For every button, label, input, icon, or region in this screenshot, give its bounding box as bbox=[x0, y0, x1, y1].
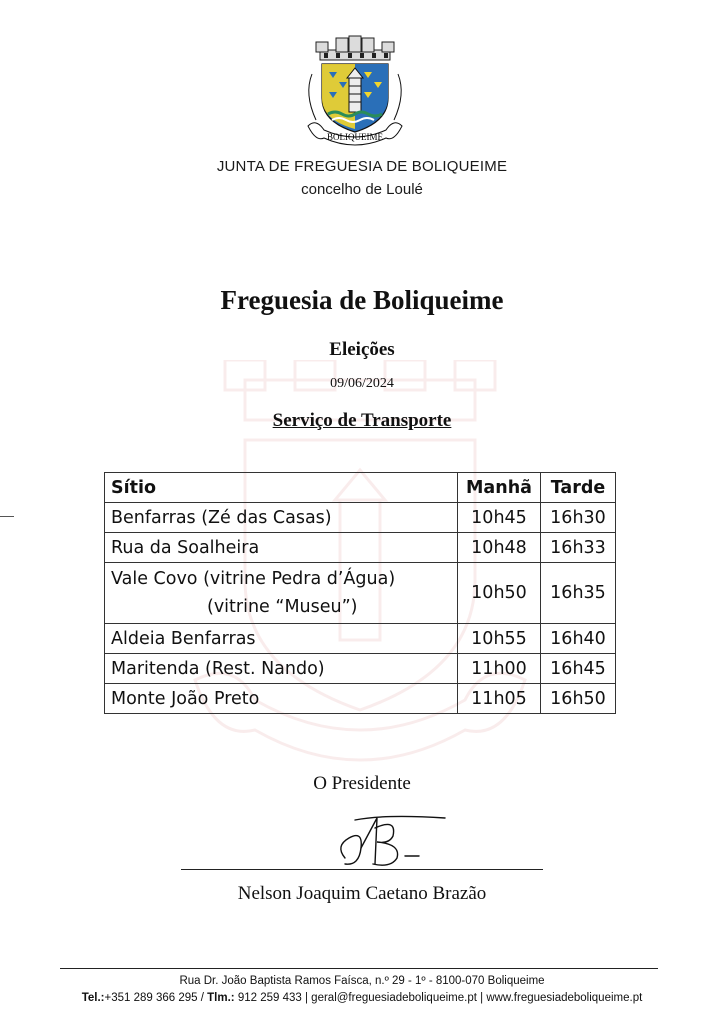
website-url: www.freguesiadeboliqueime.pt bbox=[486, 992, 643, 1004]
coat-of-arms-logo bbox=[302, 34, 408, 148]
place-line-1: Vale Covo (vitrine Pedra d’Água) bbox=[111, 569, 396, 589]
place-cell: Benfarras (Zé das Casas) bbox=[105, 503, 458, 533]
document-title: Freguesia de Boliqueime bbox=[220, 285, 504, 315]
organization-name: JUNTA DE FREGUESIA DE BOLIQUEIME bbox=[216, 158, 508, 175]
place-cell: Rua da Soalheira bbox=[105, 533, 458, 563]
afternoon-time-cell: 16h45 bbox=[541, 654, 616, 684]
footer-contacts bbox=[0, 992, 724, 1004]
afternoon-time-cell: 16h30 bbox=[541, 503, 616, 533]
footer-divider bbox=[60, 968, 658, 969]
signature-line bbox=[181, 869, 543, 870]
scan-margin-mark bbox=[0, 516, 14, 517]
column-header-afternoon: Tarde bbox=[541, 473, 616, 503]
table-row bbox=[105, 563, 616, 624]
morning-time-cell: 11h00 bbox=[458, 654, 541, 684]
email-address: geral@freguesiadeboliqueime.pt | bbox=[311, 992, 484, 1004]
morning-time-cell: 10h50 bbox=[458, 563, 541, 624]
place-cell: Maritenda (Rest. Nando) bbox=[105, 654, 458, 684]
table-header-row bbox=[105, 473, 616, 503]
mobile-label: Tlm.: bbox=[207, 992, 235, 1004]
mobile-number: 912 259 433 | bbox=[237, 992, 308, 1004]
footer-address: Rua Dr. João Baptista Ramos Faísca, n.º 29 - 1º - 8100-070 Boliqueime bbox=[179, 975, 545, 987]
table-row bbox=[105, 684, 616, 714]
municipality-name: concelho de Loulé bbox=[301, 181, 423, 198]
afternoon-time-cell: 16h33 bbox=[541, 533, 616, 563]
handwritten-signature bbox=[315, 808, 455, 872]
table-row bbox=[105, 624, 616, 654]
afternoon-time-cell: 16h50 bbox=[541, 684, 616, 714]
morning-time-cell: 11h05 bbox=[458, 684, 541, 714]
place-cell: Aldeia Benfarras bbox=[105, 624, 458, 654]
morning-time-cell: 10h55 bbox=[458, 624, 541, 654]
document-subtitle: Eleições bbox=[329, 339, 395, 360]
document-date: 09/06/2024 bbox=[330, 376, 394, 391]
morning-time-cell: 10h48 bbox=[458, 533, 541, 563]
crest-scroll-text: BOLIQUEIME bbox=[327, 132, 383, 142]
afternoon-time-cell: 16h40 bbox=[541, 624, 616, 654]
table-row bbox=[105, 503, 616, 533]
place-cell: Monte João Preto bbox=[105, 684, 458, 714]
place-line-2: (vitrine “Museu”) bbox=[207, 597, 358, 617]
morning-time-cell: 10h45 bbox=[458, 503, 541, 533]
place-cell bbox=[105, 563, 458, 624]
column-header-place: Sítio bbox=[105, 473, 458, 503]
service-heading: Serviço de Transporte bbox=[272, 410, 452, 431]
column-header-morning: Manhã bbox=[458, 473, 541, 503]
signatory-role: O Presidente bbox=[313, 773, 411, 794]
table-row bbox=[105, 533, 616, 563]
table-row bbox=[105, 654, 616, 684]
tel-number: +351 289 366 295 / bbox=[104, 992, 204, 1004]
afternoon-time-cell: 16h35 bbox=[541, 563, 616, 624]
transport-schedule-table bbox=[104, 472, 616, 714]
signatory-name: Nelson Joaquim Caetano Brazão bbox=[237, 883, 487, 904]
tel-label: Tel.: bbox=[81, 992, 105, 1004]
